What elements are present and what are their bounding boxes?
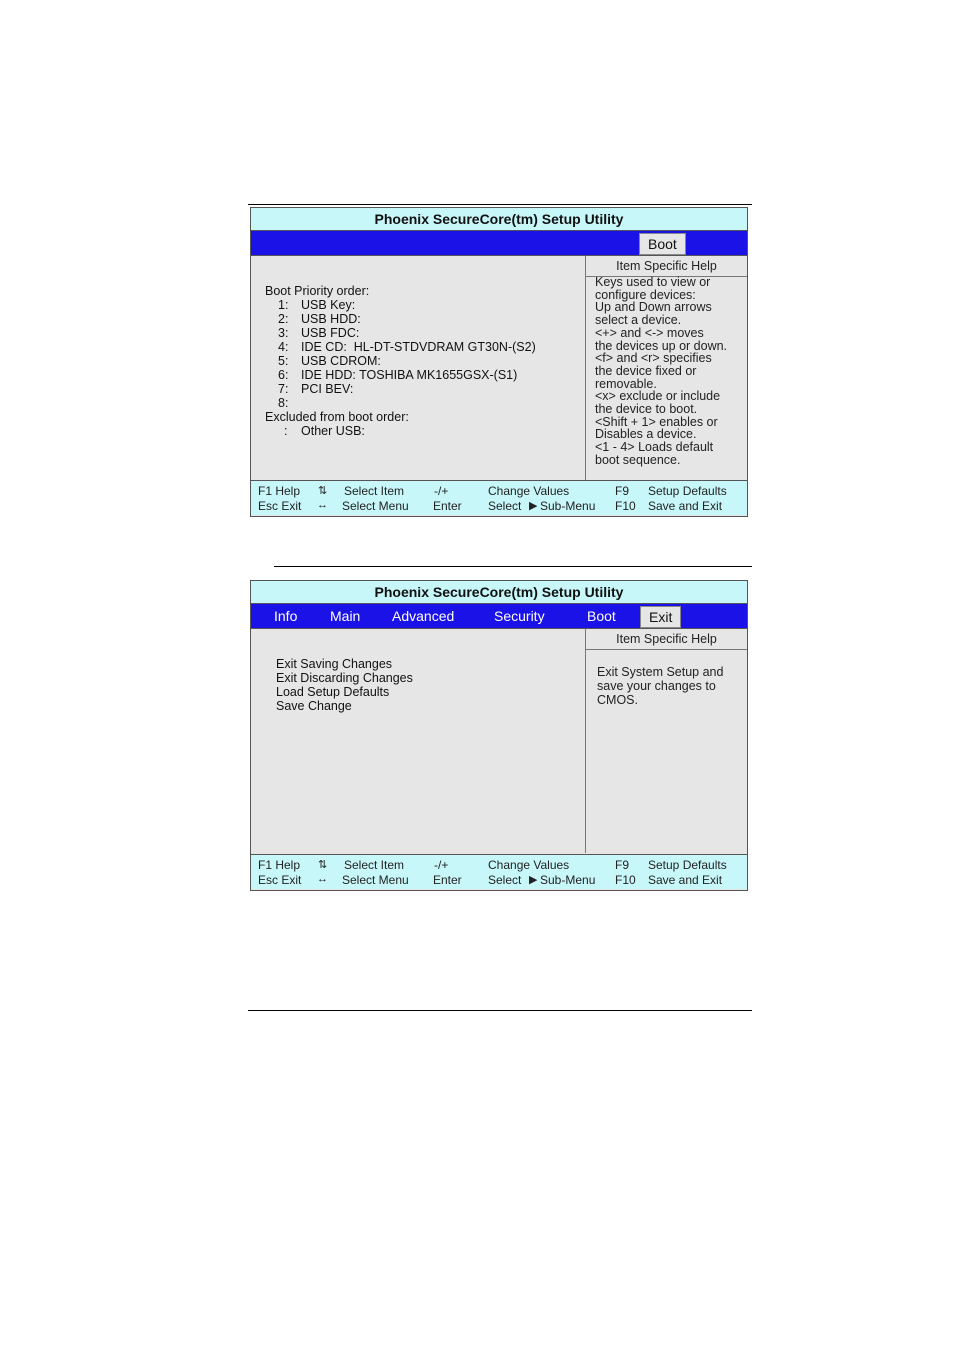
help-line: Keys used to view or bbox=[595, 275, 711, 289]
help-line: <1 - 4> Loads default bbox=[595, 440, 714, 455]
help-line: <x> exclude or include bbox=[595, 389, 721, 404]
excluded-item-label: Other USB: bbox=[301, 424, 365, 438]
f1-help: F1 Help bbox=[258, 858, 301, 872]
help-header: Item Specific Help bbox=[586, 256, 747, 277]
minus-plus-key: -/+ bbox=[434, 484, 449, 498]
boot-item-label: USB CDROM: bbox=[301, 354, 381, 368]
bios-boot-screen bbox=[250, 207, 748, 517]
save-and-exit-text: Save and Exit bbox=[648, 499, 723, 513]
select-menu-text: Select Menu bbox=[342, 873, 409, 887]
help-line: boot sequence. bbox=[595, 452, 681, 467]
key-legend-footer bbox=[251, 480, 747, 515]
sub-menu-text: Sub-Menu bbox=[540, 499, 596, 513]
help-header: Item Specific Help bbox=[586, 629, 747, 650]
help-text bbox=[595, 276, 727, 467]
boot-item-number: 3: bbox=[278, 326, 289, 340]
help-line: select a device. bbox=[595, 313, 682, 328]
boot-item-label: USB Key: bbox=[301, 298, 356, 312]
boot-item-label: PCI BEV: bbox=[301, 382, 354, 396]
key-legend-footer bbox=[251, 854, 747, 889]
triangle-right-icon: ▶ bbox=[529, 500, 538, 512]
content-area bbox=[251, 256, 747, 480]
boot-item-number: 7: bbox=[278, 382, 289, 396]
boot-priority-label: Boot Priority order: bbox=[265, 284, 370, 298]
boot-item-label: USB HDD: bbox=[301, 312, 361, 326]
menu-item-exit-discarding[interactable]: Exit Discarding Changes bbox=[276, 671, 413, 685]
sub-menu-text: Sub-Menu bbox=[540, 873, 596, 887]
menu-item-load-defaults[interactable]: Load Setup Defaults bbox=[276, 685, 390, 699]
help-line: configure devices: bbox=[595, 287, 696, 302]
save-and-exit-text: Save and Exit bbox=[648, 873, 723, 887]
esc-exit: Esc Exit bbox=[258, 499, 302, 513]
menu-item-save-change[interactable]: Save Change bbox=[276, 699, 352, 713]
help-line: removable. bbox=[595, 376, 657, 391]
help-line: Disables a device. bbox=[595, 427, 697, 442]
excluded-item-number: : bbox=[284, 424, 288, 438]
triangle-right-icon: ▶ bbox=[529, 874, 538, 886]
boot-item-number: 5: bbox=[278, 354, 289, 368]
boot-item-number: 4: bbox=[278, 340, 289, 354]
help-line: <Shift + 1> enables or bbox=[595, 414, 718, 429]
exit-options-pane bbox=[251, 629, 586, 853]
menu-item-exit-saving[interactable]: Exit Saving Changes bbox=[276, 657, 393, 671]
help-line: the device fixed or bbox=[595, 363, 697, 378]
setup-defaults-text: Setup Defaults bbox=[648, 484, 727, 498]
f9-key: F9 bbox=[615, 858, 630, 872]
left-right-arrows-icon: ↔ bbox=[317, 499, 328, 511]
change-values-text: Change Values bbox=[488, 484, 570, 498]
menu-bar bbox=[251, 231, 747, 256]
boot-item-label: IDE CD: HL-DT-STDVDRAM GT30N-(S2) bbox=[301, 340, 536, 354]
enter-key: Enter bbox=[433, 499, 462, 513]
bios-exit-screen bbox=[250, 580, 748, 891]
tab-advanced[interactable]: Advanced bbox=[392, 608, 455, 624]
f10-key: F10 bbox=[615, 499, 636, 513]
bios-title: Phoenix SecureCore(tm) Setup Utility bbox=[251, 581, 747, 604]
help-line: Up and Down arrows bbox=[595, 300, 712, 315]
boot-item-label: IDE HDD: TOSHIBA MK1655GSX-(S1) bbox=[301, 368, 518, 382]
tab-main[interactable]: Main bbox=[330, 608, 361, 624]
select-text: Select bbox=[488, 873, 522, 887]
select-menu-text: Select Menu bbox=[342, 499, 409, 513]
help-line: <f> and <r> specifies bbox=[595, 351, 712, 366]
help-line: CMOS. bbox=[597, 693, 638, 707]
boot-order-pane bbox=[251, 256, 586, 480]
select-item-text: Select Item bbox=[344, 858, 405, 872]
setup-defaults-text: Setup Defaults bbox=[648, 858, 727, 872]
boot-item-number: 6: bbox=[278, 368, 289, 382]
top-rule bbox=[248, 204, 752, 205]
select-item-text: Select Item bbox=[344, 484, 405, 498]
content-area bbox=[251, 629, 747, 853]
up-down-arrows-icon: ⇅ bbox=[318, 485, 328, 497]
help-line: the devices up or down. bbox=[595, 338, 728, 353]
bottom-rule bbox=[248, 1010, 752, 1011]
boot-item-number: 8: bbox=[278, 396, 289, 410]
help-line: Exit System Setup and bbox=[597, 665, 724, 679]
up-down-arrows-icon: ⇅ bbox=[318, 859, 328, 871]
help-line: the device to boot. bbox=[595, 402, 698, 417]
middle-rule bbox=[274, 566, 752, 567]
help-line: <+> and <-> moves bbox=[595, 325, 704, 340]
tab-boot[interactable]: Boot bbox=[639, 233, 686, 255]
excluded-label: Excluded from boot order: bbox=[265, 410, 409, 424]
esc-exit: Esc Exit bbox=[258, 873, 302, 887]
change-values-text: Change Values bbox=[488, 858, 570, 872]
minus-plus-key: -/+ bbox=[434, 858, 449, 872]
tab-info[interactable]: Info bbox=[274, 608, 298, 624]
bios-title: Phoenix SecureCore(tm) Setup Utility bbox=[251, 208, 747, 231]
boot-item-label: USB FDC: bbox=[301, 326, 360, 340]
f9-key: F9 bbox=[615, 484, 630, 498]
help-text bbox=[597, 665, 723, 707]
menu-bar bbox=[251, 604, 747, 629]
f10-key: F10 bbox=[615, 873, 636, 887]
left-right-arrows-icon: ↔ bbox=[317, 873, 328, 885]
boot-item-number: 2: bbox=[278, 312, 289, 326]
f1-help: F1 Help bbox=[258, 484, 301, 498]
enter-key: Enter bbox=[433, 873, 462, 887]
tab-boot[interactable]: Boot bbox=[587, 608, 616, 624]
boot-item-number: 1: bbox=[278, 298, 289, 312]
help-line: save your changes to bbox=[597, 679, 716, 693]
select-text: Select bbox=[488, 499, 522, 513]
tab-security[interactable]: Security bbox=[494, 608, 545, 624]
tab-exit[interactable]: Exit bbox=[640, 606, 681, 628]
